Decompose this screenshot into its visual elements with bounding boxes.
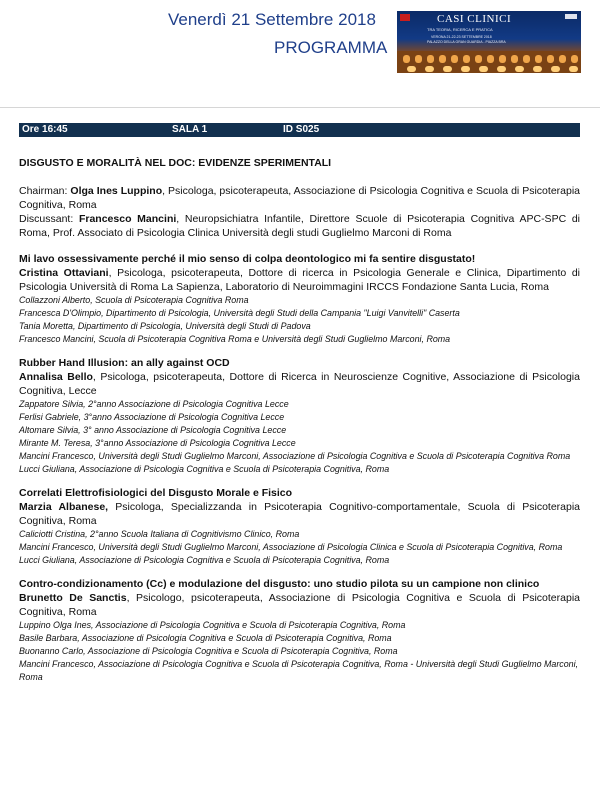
programme-content (19, 156, 580, 684)
coauthor: Basile Barbara, Associazione di Psicologia Cognitiva e Scuola di Psicoterapia Cognitiva, Roma (19, 633, 392, 643)
talk-title: Mi lavo ossessivamente perché il mio senso di colpa deontologico mi fa sentire disgustato! (19, 253, 476, 265)
header-date: Venerdì 21 Settembre 2018 (168, 10, 376, 29)
event-banner (397, 11, 581, 73)
session-info-bar (19, 123, 580, 137)
chairman-details: , Psicologa, psicoterapeuta, Associazione di Psicologia Cognitiva e Scuola di Psicoterapia Cognitiva, Roma (19, 185, 581, 211)
speaker-name: Brunetto De Sanctis (19, 592, 127, 604)
coauthor: Altomare Silvia, 3° anno Associazione di Psicologia Cognitiva Lecce (19, 425, 287, 435)
speaker-name: Annalisa Bello (19, 371, 93, 383)
chairman-line (19, 184, 580, 212)
session-id: ID S025 (283, 124, 320, 135)
coauthor: Mirante M. Teresa, 3°anno Associazione di Psicologia Cognitiva Lecce (19, 438, 296, 448)
banner-line-2: VERONA 21-22-23 SETTEMBRE 2018 (431, 35, 492, 39)
coauthor: Tania Moretta, Dipartimento di Psicologia, Università degli Studi di Padova (19, 321, 311, 331)
coauthor: Collazzoni Alberto, Scuola di Psicoterapia Cognitiva Roma (19, 295, 249, 305)
session-room: SALA 1 (172, 124, 208, 135)
page-header (0, 0, 600, 110)
organizer-logo-icon (400, 14, 410, 21)
coauthor: Francesco Mancini, Scuola di Psicoterapia Cognitiva Roma e Università degli Studi Guglielmo Marconi, Roma (19, 334, 451, 344)
talk-speaker (19, 500, 580, 528)
coauthor: Lucci Giuliana, Associazione di Psicologia Cognitiva e Scuola di Psicoterapia Cognitiva, Roma (19, 464, 390, 474)
coauthor: Luppino Olga Ines, Associazione di Psicologia Cognitiva e Scuola di Psicoterapia Cognitiva, Roma (19, 620, 406, 630)
header-programme: PROGRAMMA (274, 38, 388, 57)
speaker-name: Cristina Ottaviani (19, 267, 109, 279)
partner-logo-icon (565, 14, 577, 19)
talk-title: Rubber Hand Illusion: an ally against OCD (19, 357, 230, 369)
coauthor: Mancini Francesco, Università degli Studi Guglielmo Marconi, Associazione di Psicologia Cognitiva e Scuola di Psicoterapia Cognitiva Roma (19, 451, 571, 461)
session-time: Ore 16:45 (22, 124, 68, 135)
session-title: DISGUSTO E MORALITÀ NEL DOC: EVIDENZE SPERIMENTALI (19, 157, 332, 169)
chairman-name: Olga Ines Luppino (70, 185, 163, 197)
talk-title: Contro-condizionamento (Cc) e modulazione del disgusto: uno studio pilota su un campione non clinico (19, 578, 540, 590)
banner-subtitle: TRA TEORIA, RICERCA E PRATICA (427, 27, 493, 32)
speaker-details: , Psicologa, psicoterapeuta, Dottore di ricerca in Psicologia Generale e Clinica, Dipartimento di Psicologia Università di Roma La Sapienza, Laboratorio di Neuroimmagini IRCCS Fondazione Santa Lucia, Roma (19, 267, 580, 293)
coauthor: Mancini Francesco, Associazione di Psicologia Cognitiva e Scuola di Psicoterapia Cognitiva, Roma - Università degli Studi Guglielmo Marconi, Roma (19, 659, 579, 682)
speaker-details: Psicologa, Specializzanda in Psicoterapia Cognitivo-comportamentale, Scuola di Psicoterapia Cognitiva, Roma (19, 501, 581, 527)
banner-title: CASI CLINICI (437, 13, 512, 25)
banner-line-3: PALAZZO DELLA GRAN GUARDIA - PIAZZA BRA (427, 40, 506, 44)
coauthor: Mancini Francesco, Università degli Studi Guglielmo Marconi, Associazione di Psicologia Clinica e Scuola di Psicoterapia Cognitiva, Roma (19, 542, 563, 552)
discussant-name: Francesco Mancini (78, 213, 177, 225)
talk-speaker (19, 266, 580, 294)
talk-speaker (19, 370, 580, 398)
header-divider (0, 107, 600, 108)
discussant-details: , Neuropsichiatra Infantile, Direttore Scuole di Psicoterapia Cognitiva APC-SPC di Roma, Prof. Associato di Psicologia Clinica Università degli studi Guglielmo Marconi di Roma (19, 213, 581, 239)
coauthor: Zappatore Silvia, 2°anno Associazione di Psicologia Cognitiva Lecce (19, 399, 289, 409)
arena-illustration-icon (397, 45, 581, 73)
talk-speaker (19, 591, 580, 619)
discussant-label: Discussant: (19, 213, 79, 225)
discussant-line (19, 212, 580, 240)
talk-title: Correlati Elettrofisiologici del Disgusto Morale e Fisico (19, 487, 293, 499)
coauthor: Caliciotti Cristina, 2°anno Scuola Italiana di Cognitivismo Clinico, Roma (19, 529, 300, 539)
coauthor: Buonanno Carlo, Associazione di Psicologia Cognitiva e Scuola di Psicoterapia Cognitiva, Roma (19, 646, 398, 656)
speaker-name: Marzia Albanese, (19, 501, 109, 513)
speaker-details: , Psicologa, psicoterapeuta, Dottore di Ricerca in Neuroscienze Cognitive, Associazione di Psicologia Cognitiva, Lecce (19, 371, 580, 397)
coauthor: Ferlisi Gabriele, 3°anno Associazione di Psicologia Cognitiva Lecce (19, 412, 285, 422)
speaker-details: , Psicologo, psicoterapeuta, Associazione di Psicologia Cognitiva e Scuola di Psicoterapia Cognitiva, Roma (19, 592, 580, 618)
chairman-label: Chairman: (19, 185, 71, 197)
coauthor: Lucci Giuliana, Associazione di Psicologia Cognitiva e Scuola di Psicoterapia Cognitiva, Roma (19, 555, 390, 565)
coauthor: Francesca D'Olimpio, Dipartimento di Psicologia, Università degli Studi della Campania "Luigi Vanvitelli" Caserta (19, 308, 460, 318)
